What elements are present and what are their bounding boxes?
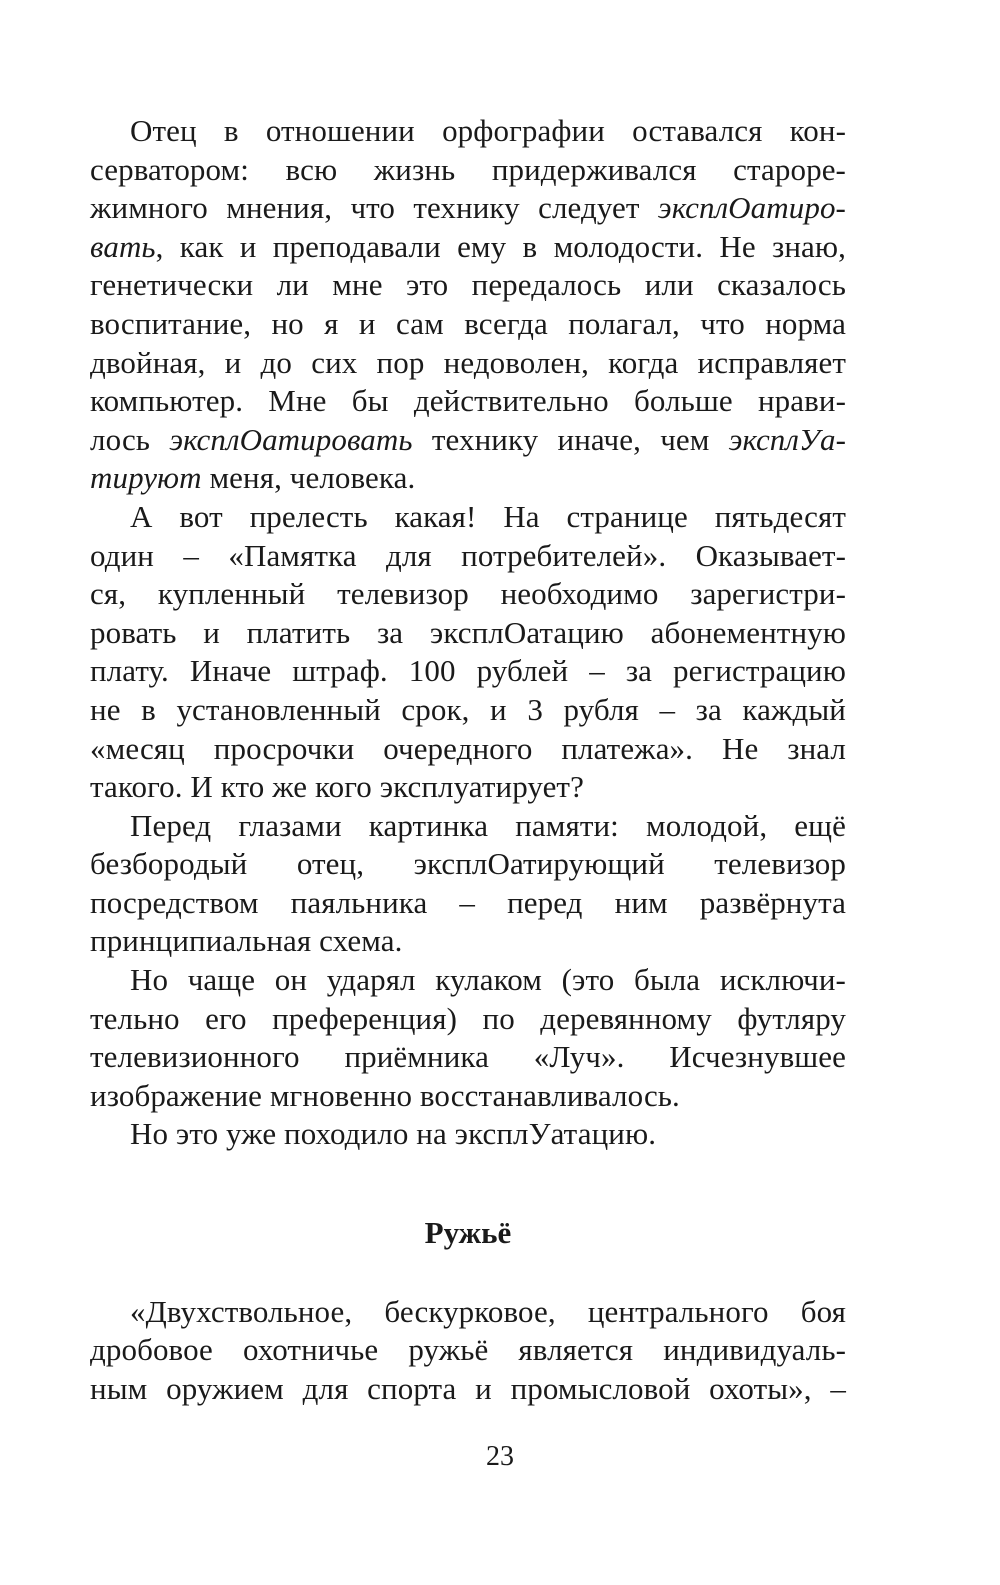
paragraph-5 xyxy=(90,1115,846,1154)
paragraph-3 xyxy=(90,807,846,961)
text-line: лось эксплОатировать технику иначе, чем эксплУа- xyxy=(90,421,846,457)
section-title: Ружьё xyxy=(424,1215,512,1251)
text-line: изображение мгновенно восстанавливалось. xyxy=(90,1077,680,1113)
text-line: дробовое охотничье ружьё является индивидуаль- xyxy=(90,1332,846,1368)
text-line: ся, купленный телевизор необходимо зарегистри- xyxy=(90,576,846,612)
text-line: воспитание, но я и сам всегда полагал, что норма xyxy=(90,305,846,341)
italic-word: вать xyxy=(90,228,156,264)
italic-word: эксплОатиро- xyxy=(657,190,846,226)
text-line: не в установленный срок, и 3 рубля – за каждый xyxy=(90,691,846,727)
text-line: «месяц просрочки очередного платежа». Не знал xyxy=(90,730,846,766)
text-line: Но чаще он ударял кулаком (это была исключи- xyxy=(130,962,846,998)
text-line: безбородый отец, эксплОатирующий телевизор xyxy=(90,846,846,882)
text-line: такого. И кто же кого эксплуатирует? xyxy=(90,769,584,805)
text-line: Отец в отношении орфографии оставался кон- xyxy=(130,113,846,148)
paragraph-1 xyxy=(90,112,846,498)
paragraph-2 xyxy=(90,498,846,807)
text-line: Но это уже походило на эксплУатацию. xyxy=(130,1116,657,1152)
text-line: компьютер. Мне бы действительно больше нрави- xyxy=(90,383,846,419)
text-line: тельно его преференция) по деревянному футляру xyxy=(90,1000,846,1036)
text-line: посредством паяльника – перед ним развёрнута xyxy=(90,884,846,920)
text-line: плату. Иначе штраф. 100 рублей – за регистрацию xyxy=(90,653,846,689)
italic-word: эксплОатировать xyxy=(169,421,413,457)
text-line: А вот прелесть какая! На странице пятьдесят xyxy=(130,498,846,534)
italic-word: эксплУа- xyxy=(728,421,846,457)
text-line: генетически ли мне это передалось или сказалось xyxy=(90,267,846,303)
text-line: один – «Памятка для потребителей». Оказывает- xyxy=(90,537,846,573)
text-line: телевизионного приёмника «Луч». Исчезнувшее xyxy=(90,1039,846,1075)
text-line: Перед глазами картинка памяти: молодой, ещё xyxy=(130,807,846,843)
text-line: вать, как и преподавали ему в молодости. Не знаю, xyxy=(90,228,846,264)
text-line: двойная, и до сих пор недоволен, когда исправляет xyxy=(90,344,846,380)
text-line: серватором: всю жизнь придерживался староре- xyxy=(90,151,846,187)
text-line: тируют меня, человека. xyxy=(90,460,416,496)
text-line: принципиальная схема. xyxy=(90,923,403,959)
page-body xyxy=(90,112,846,1408)
text-line: жимного мнения, что технику следует эксплОатиро- xyxy=(90,190,846,226)
spacer xyxy=(90,1154,846,1214)
italic-word: тируют xyxy=(90,460,202,496)
paragraph-4 xyxy=(90,961,846,1115)
text-line: «Двухствольное, бескурковое, центрального боя xyxy=(130,1293,846,1329)
section-paragraph xyxy=(90,1293,846,1409)
page-number: 23 xyxy=(486,1441,514,1472)
text-line: ровать и платить за эксплОатацию абонементную xyxy=(90,614,846,650)
spacer xyxy=(90,1253,846,1293)
text-line: ным оружием для спорта и промысловой охоты», – xyxy=(90,1370,846,1406)
